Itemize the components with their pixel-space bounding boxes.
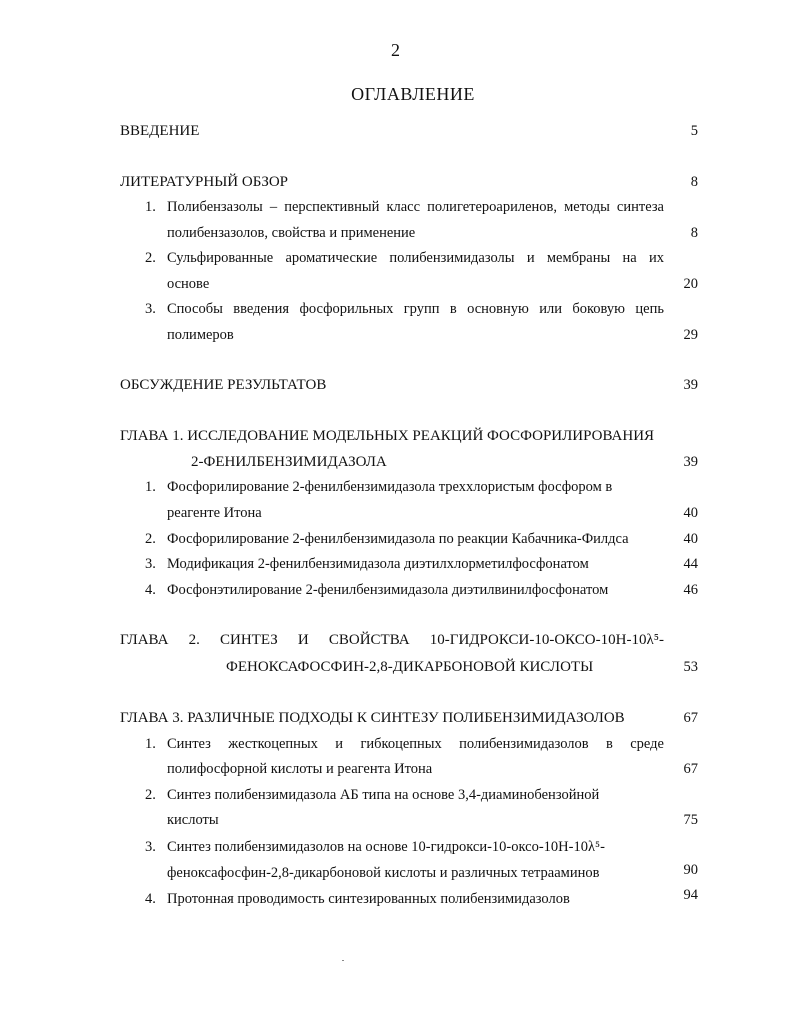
page-title: ОГЛАВЛЕНИЕ bbox=[351, 84, 475, 104]
toc-ch3-item2-num: 2. bbox=[145, 787, 156, 803]
toc-lit-item2-num: 2. bbox=[145, 250, 156, 266]
toc-ch3-item4-text: Протонная проводимость синтезированных полибензимидазолов bbox=[167, 891, 570, 907]
toc-ch1-item1-page: 40 bbox=[683, 505, 698, 521]
toc-ch2-line2: ФЕНОКСАФОСФИН-2,8-ДИКАРБОНОВОЙ КИСЛОТЫ bbox=[226, 659, 594, 675]
toc-ch1-item1-num: 1. bbox=[145, 479, 156, 495]
toc-ch1-item2-page: 40 bbox=[683, 531, 698, 547]
toc-lit-item1-page: 8 bbox=[690, 225, 698, 241]
scan-speck bbox=[342, 960, 344, 961]
toc-ch1-item1-line1: Фосфорилирование 2-фенилбензимидазола треххлористым фосфором в bbox=[167, 479, 613, 495]
toc-lit-item3-num: 3. bbox=[145, 301, 156, 317]
toc-lit-page: 8 bbox=[690, 174, 698, 190]
toc-ch3-item2-page: 75 bbox=[683, 812, 698, 828]
toc-lit-item2-line1: Сульфированные ароматические полибензимидазолы и мембраны на их bbox=[167, 250, 664, 266]
toc-ch1-item4-page: 46 bbox=[683, 582, 698, 598]
toc-ch3-item1-num: 1. bbox=[145, 736, 156, 752]
toc-ch1-item2-num: 2. bbox=[145, 531, 156, 547]
toc-ch1-item4-text: Фосфонэтилирование 2-фенилбензимидазола диэтилвинилфосфонатом bbox=[167, 582, 609, 598]
toc-ch3-item1-page: 67 bbox=[683, 761, 698, 777]
toc-discussion: ОБСУЖДЕНИЕ РЕЗУЛЬТАТОВ bbox=[120, 377, 327, 393]
toc-ch1-item4-num: 4. bbox=[145, 582, 156, 598]
toc-lit-item1-num: 1. bbox=[145, 199, 156, 215]
toc-ch1-item3-num: 3. bbox=[145, 556, 156, 572]
toc-ch3-item3-line1: Синтез полибензимидазолов на основе 10-гидрокси-10-оксо-10Н-10λ⁵- bbox=[167, 839, 605, 855]
toc-ch3-item3-line2: феноксафосфин-2,8-дикарбоновой кислоты и различных тетрааминов bbox=[167, 865, 600, 881]
page-number: 2 bbox=[391, 40, 400, 60]
toc-ch3-line1: ГЛАВА 3. РАЗЛИЧНЫЕ ПОДХОДЫ К СИНТЕЗУ ПОЛИБЕНЗИМИДАЗОЛОВ bbox=[120, 710, 625, 726]
toc-lit-item1-line2: полибензазолов, свойства и применение bbox=[167, 225, 416, 241]
toc-lit-item3-line2: полимеров bbox=[167, 327, 234, 343]
toc-ch1-line2: 2-ФЕНИЛБЕНЗИМИДАЗОЛА bbox=[191, 454, 387, 470]
toc-lit-item1-line1: Полибензазолы – перспективный класс полигетероариленов, методы синтеза bbox=[167, 199, 664, 215]
toc-lit-item2-line2: основе bbox=[167, 276, 210, 292]
toc-ch1-item1-line2: реагенте Итона bbox=[167, 505, 262, 521]
toc-ch3-item3-num: 3. bbox=[145, 839, 156, 855]
toc-ch1-page: 39 bbox=[683, 454, 698, 470]
toc-ch3-item1-line2: полифосфорной кислоты и реагента Итона bbox=[167, 761, 433, 777]
toc-intro: ВВЕДЕНИЕ bbox=[120, 123, 200, 139]
toc-ch3-item4-num: 4. bbox=[145, 891, 156, 907]
toc-ch3-item4-page: 94 bbox=[683, 887, 698, 903]
toc-ch3-item2-line2: кислоты bbox=[167, 812, 219, 828]
toc-ch1-item2-text: Фосфорилирование 2-фенилбензимидазола по реакции Кабачника-Филдса bbox=[167, 531, 629, 547]
toc-ch1-item3-page: 44 bbox=[683, 556, 698, 572]
toc-ch1-item3-text: Модификация 2-фенилбензимидазола диэтилхлорметилфосфонатом bbox=[167, 556, 589, 572]
toc-ch3-item2-line1: Синтез полибензимидазола АБ типа на основе 3,4-диаминобензойной bbox=[167, 787, 600, 803]
toc-ch2-line1: ГЛАВА 2. СИНТЕЗ И СВОЙСТВА 10-ГИДРОКСИ-10-ОКСО-10Н-10λ⁵- bbox=[120, 632, 664, 648]
toc-ch3-item3-page: 90 bbox=[683, 862, 698, 878]
toc-ch2-page: 53 bbox=[683, 659, 698, 675]
toc-lit-item3-page: 29 bbox=[683, 327, 698, 343]
toc-ch3-page: 67 bbox=[683, 710, 698, 726]
toc-ch1-line1: ГЛАВА 1. ИССЛЕДОВАНИЕ МОДЕЛЬНЫХ РЕАКЦИЙ ФОСФОРИЛИРОВАНИЯ bbox=[120, 428, 655, 444]
toc-ch3-item1-line1: Синтез жесткоцепных и гибкоцепных полибензимидазолов в среде bbox=[167, 736, 664, 752]
toc-discussion-page: 39 bbox=[683, 377, 698, 393]
toc-lit-item3-line1: Способы введения фосфорильных групп в основную или боковую цепь bbox=[167, 301, 664, 317]
toc-lit: ЛИТЕРАТУРНЫЙ ОБЗОР bbox=[120, 174, 289, 190]
toc-intro-page: 5 bbox=[690, 123, 698, 139]
toc-lit-item2-page: 20 bbox=[683, 276, 698, 292]
